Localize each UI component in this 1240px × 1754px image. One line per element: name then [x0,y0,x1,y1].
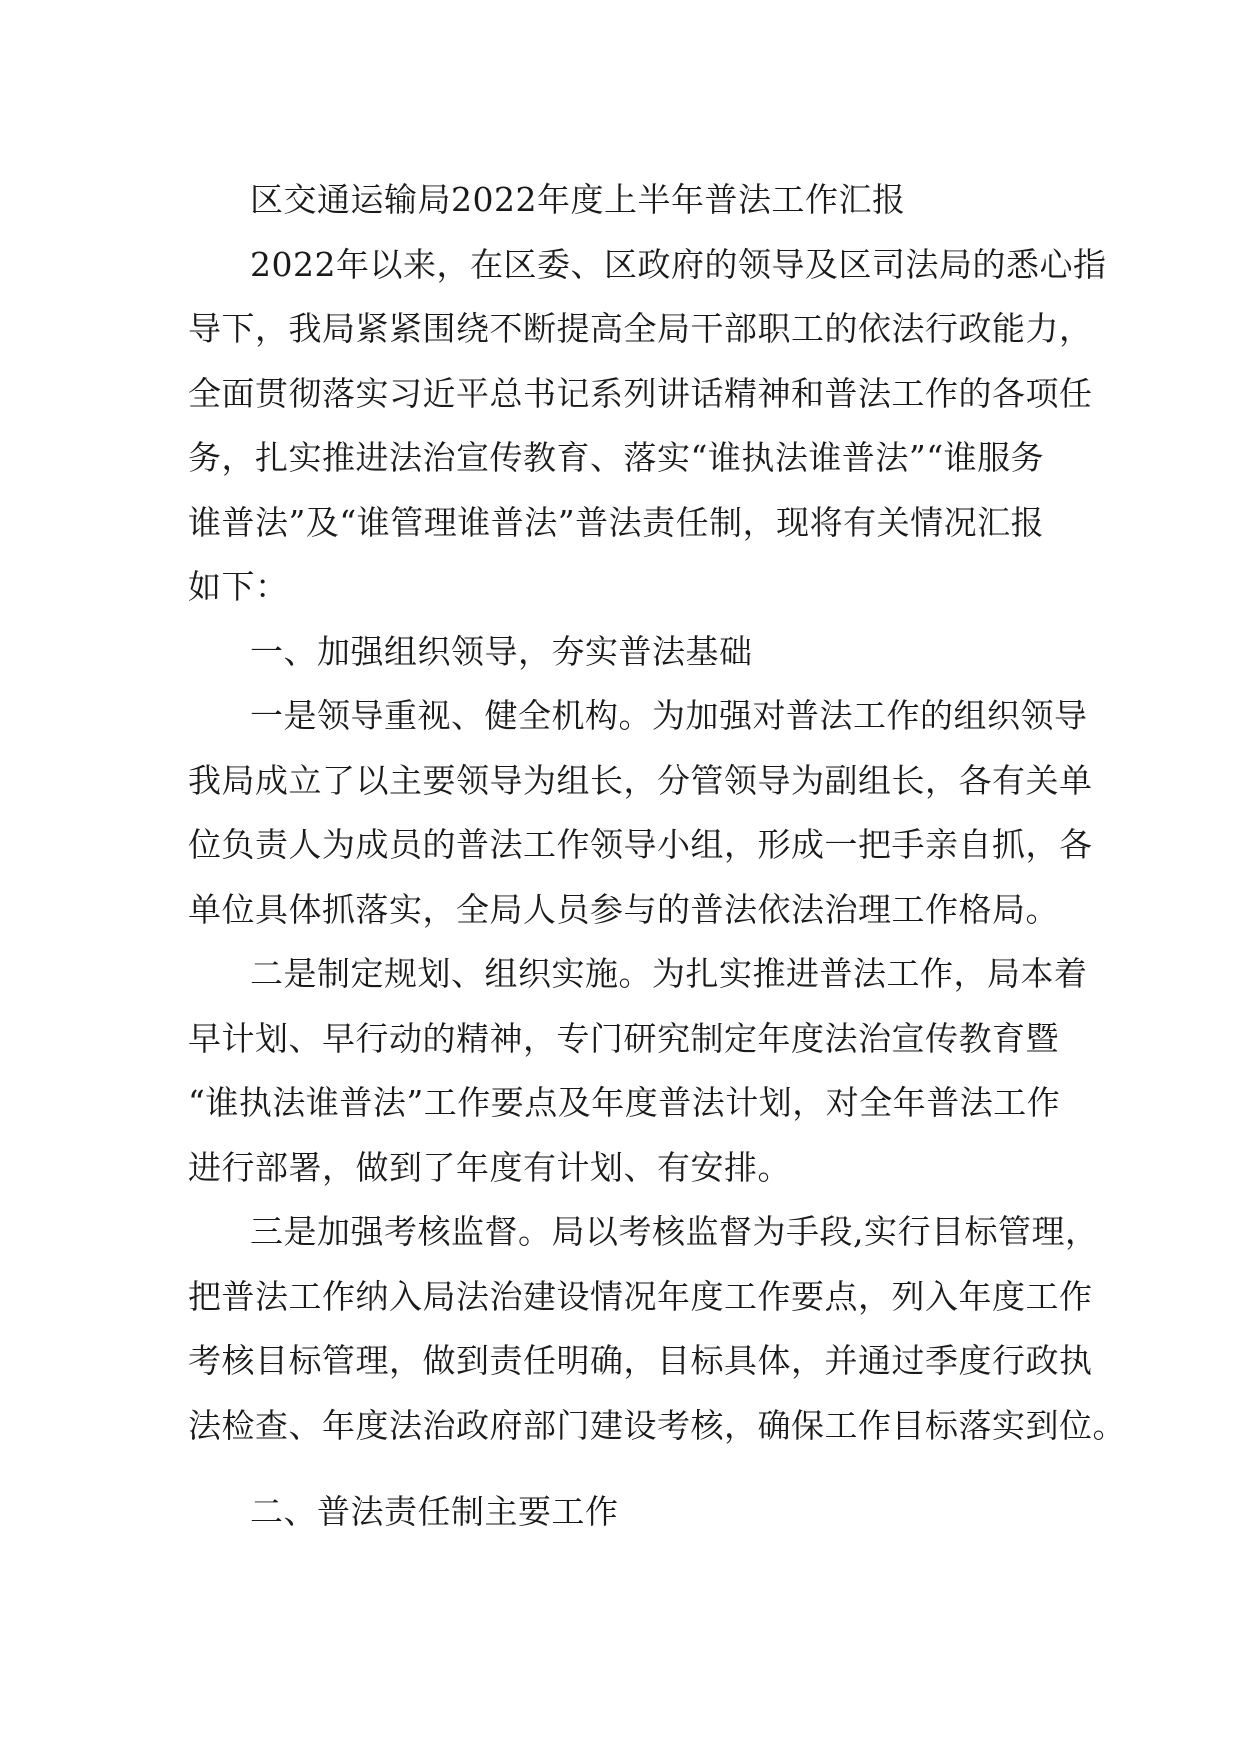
paragraph-line: 二是制定规划、组织实施。为扎实推进普法工作，局本着 [250,954,1088,993]
paragraph-line: 2022年以来，在区委、区政府的领导及区司法局的悉心指 [250,244,1107,284]
section-1-heading: 一、加强组织领导，夯实普法基础 [250,631,753,671]
paragraph-line: 务，扎实推进法治宣传教育、落实“谁执法谁普法”“谁服务 [188,438,1045,477]
paragraph-line: 我局成立了以主要领导为组长，分管领导为副组长，各有关单 [188,760,1093,800]
document-body [188,168,1126,1545]
paragraph-line: 如下： [188,567,289,606]
document-title: 区交通运输局2022年度上半年普法工作汇报 [250,180,906,219]
paragraph-line: 考核目标管理，做到责任明确，目标具体，并通过季度行政执 [188,1341,1093,1380]
paragraph-line: 三是加强考核监督。局以考核监督为手段,实行目标管理， [250,1212,1099,1251]
paragraph-line: 进行部署，做到了年度有计划、有安排。 [188,1147,791,1187]
paragraph-line: 单位具体抓落实，全局人员参与的普法依法治理工作格局。 [188,889,1059,929]
paragraph-planning [188,942,1088,1200]
paragraph-line: 谁普法”及“谁管理谁普法”普法责任制，现将有关情况汇报 [188,502,1045,542]
section-spacer [188,1458,1068,1480]
paragraph-line: 法检查、年度法治政府部门建设考核，确保工作目标落实到位。 [188,1405,1126,1445]
paragraph-line: 早计划、早行动的精神，专门研究制定年度法治宣传教育暨 [188,1018,1059,1058]
paragraph-assessment [188,1200,1126,1458]
paragraph-line: 全面贯彻落实习近平总书记系列讲话精神和普法工作的各项任 [188,373,1093,413]
paragraph-leadership [188,684,1093,942]
paragraph-line: 一是领导重视、健全机构。为加强对普法工作的组织领导 [250,696,1088,735]
paragraph-line: “谁执法谁普法”工作要点及年度普法计划，对全年普法工作 [188,1083,1061,1122]
paragraph-line: 位负责人为成员的普法工作领导小组，形成一把手亲自抓，各 [188,825,1093,864]
paragraph-line: 把普法工作纳入局法治建设情况年度工作要点，列入年度工作 [188,1276,1093,1316]
intro-paragraph [188,233,1107,620]
section-2-heading: 二、普法责任制主要工作 [250,1492,619,1531]
paragraph-line: 导下，我局紧紧围绕不断提高全局干部职工的依法行政能力， [188,309,1093,348]
